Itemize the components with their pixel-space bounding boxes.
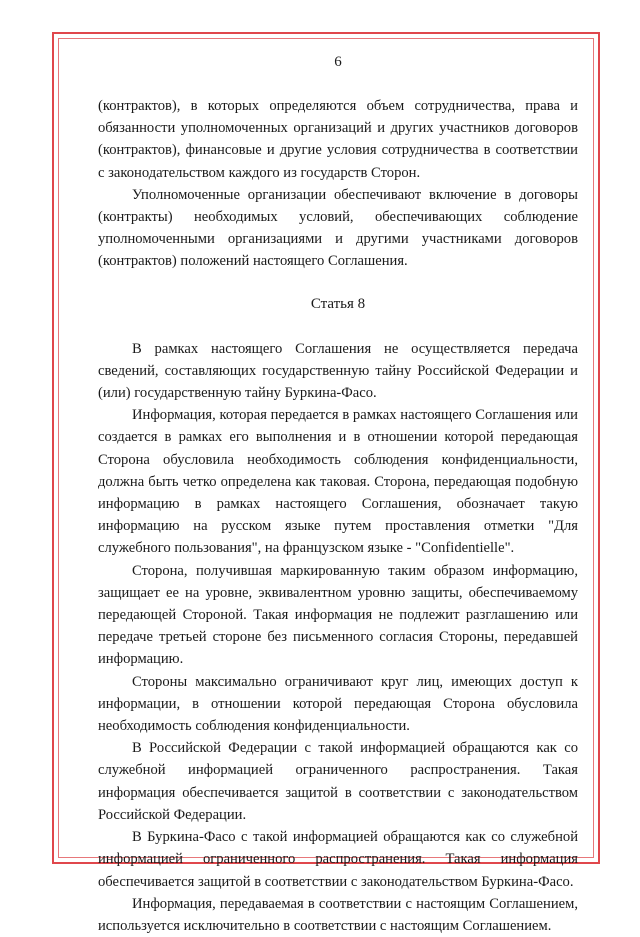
paragraph-contracts-continuation: (контрактов), в которых определяются объем сотрудничества, права и обязанности уполномоченных организаций и других участников договоров (контрактов), финансовые и другие условия сотрудничества в соответствии с законодательством каждого из государств Сторон.: [98, 98, 578, 181]
paragraph-limited-access: Стороны максимально ограничивают круг лиц, имеющих доступ к информации, в отношении которой передающая Сторона обусловила необходимость соблюдения конфиденциальности.: [98, 673, 578, 735]
paragraph-receiving-party-protection: Сторона, получившая маркированную таким образом информацию, защищает ее на уровне, эквивалентном уровню защиты, обеспечиваемому передающей Стороной. Такая информация не подлежит разглашению или передаче третьей стороне без письменного согласия Стороны, передавшей информацию.: [98, 562, 578, 668]
paragraph-state-secret: В рамках настоящего Соглашения не осуществляется передача сведений, составляющих государственную тайну Российской Федерации и (или) государственную тайну Буркина-Фасо.: [98, 340, 578, 402]
paragraph-burkina-faso-handling: В Буркина-Фасо с такой информацией обращаются как со служебной информацией ограниченного распространения. Такая информация обеспечивается защитой в соответствии с законодательством Буркина-Фасо.: [98, 829, 578, 890]
document-body: [98, 53, 578, 937]
article-title: Статья 8: [310, 295, 366, 312]
paragraph-russian-federation-handling: В Российской Федерации с такой информацией обращаются как со служебной информацией ограниченного распространения. Такая информация обеспечивается защитой в соответствии с законодательством Российской Федерации.: [98, 740, 578, 823]
paragraph-exclusive-use: Информация, передаваемая в соответствии с настоящим Соглашением, используется исключительно в соответствии с настоящим Соглашением.: [98, 895, 578, 934]
page-number: 6: [334, 54, 342, 70]
paragraph-authorized-organizations: Уполномоченные организации обеспечивают включение в договоры (контракты) необходимых условий, обеспечивающих соблюдение уполномоченными организациями и другими участниками договоров (контрактов) положений настоящего Соглашения.: [98, 186, 578, 270]
paragraph-confidential-marking: Информация, которая передается в рамках настоящего Соглашения или создается в рамках его выполнения и в отношении которой передающая Сторона обусловила необходимость соблюдения конфиденциальности, должна быть четко определена как таковая. Сторона, передающая подобную информацию в рамках настоящего Соглашения, обозначает такую информацию на русском языке путем проставления отметки "Для служебного пользования", на французском языке - "Confidentielle".: [98, 407, 578, 557]
